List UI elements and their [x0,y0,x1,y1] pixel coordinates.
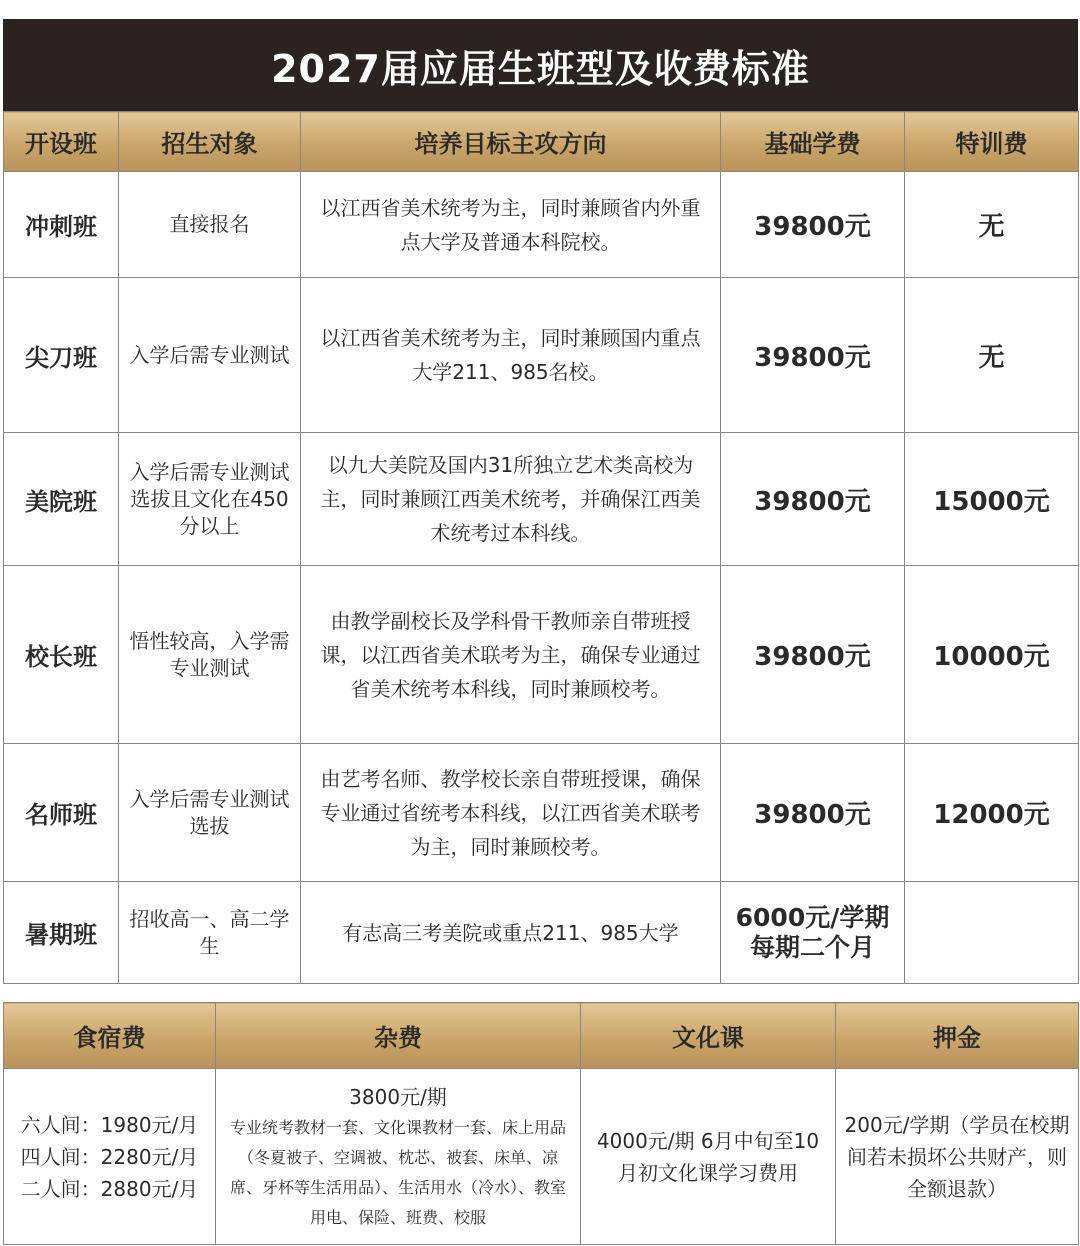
special-fee: 无 [905,278,1079,433]
class-goal: 由艺考名师、教学校长亲自带班授课，确保专业通过省统考本科线，以江西省美术联考为主，同时兼顾校考。 [301,744,721,882]
base-fee: 39800元 [721,433,905,566]
table-row [4,882,1079,984]
culture-cell: 4000元/期 6月中旬至10月初文化课学习费用 [581,1069,836,1245]
class-name: 尖刀班 [4,278,119,433]
class-target: 悟性较高，入学需专业测试 [119,566,301,744]
special-fee: 15000元 [905,433,1079,566]
class-target: 招收高一、高二学生 [119,882,301,984]
class-fee-table [3,111,1079,984]
base-fee-line2: 每期二个月 [749,932,875,962]
special-fee [905,882,1079,984]
extra-header-row [4,1003,1079,1069]
class-goal: 以江西省美术统考为主，同时兼顾国内重点大学211、985名校。 [301,278,721,433]
misc-cell [216,1069,581,1245]
class-target: 直接报名 [119,172,301,278]
header-special-fee: 特训费 [905,112,1079,172]
table-row [4,172,1079,278]
header-target: 招生对象 [119,112,301,172]
class-name: 校长班 [4,566,119,744]
class-goal: 以江西省美术统考为主，同时兼顾省内外重点大学及普通本科院校。 [301,172,721,278]
base-fee [721,882,905,984]
deposit-cell: 200元/学期（学员在校期间若未损坏公共财产，则全额退款） [836,1069,1079,1245]
lodging-six: 六人间：1980元/月 [20,1112,199,1137]
class-name: 美院班 [4,433,119,566]
table-header-row [4,112,1079,172]
special-fee: 10000元 [905,566,1079,744]
misc-description: 专业统考教材一套、文化课教材一套、床上用品（冬夏被子、空调被、枕芯、被套、床单、凉席、牙杯等生活用品）、生活用水（冷水）、教室用电、保险、班费、校服 [229,1117,566,1227]
header-lodging: 食宿费 [4,1003,216,1069]
extra-fee-table [3,1002,1079,1245]
class-target: 入学后需专业测试选拔且文化在450分以上 [119,433,301,566]
special-fee: 12000元 [905,744,1079,882]
lodging-two: 二人间：2880元/月 [20,1176,199,1201]
base-fee: 39800元 [721,566,905,744]
base-fee: 39800元 [721,744,905,882]
base-fee-line1: 6000元/学期 [735,902,890,932]
class-name: 暑期班 [4,882,119,984]
table-row [4,744,1079,882]
base-fee: 39800元 [721,172,905,278]
class-name: 冲刺班 [4,172,119,278]
class-target: 入学后需专业测试 [119,278,301,433]
class-goal: 由教学副校长及学科骨干教师亲自带班授课，以江西省美术联考为主，确保专业通过省美术统考本科线，同时兼顾校考。 [301,566,721,744]
header-class: 开设班 [4,112,119,172]
header-deposit: 押金 [836,1003,1079,1069]
lodging-four: 四人间：2280元/月 [20,1144,199,1169]
header-goal: 培养目标主攻方向 [301,112,721,172]
base-fee: 39800元 [721,278,905,433]
extra-row [4,1069,1079,1245]
table-row [4,566,1079,744]
class-goal: 有志高三考美院或重点211、985大学 [301,882,721,984]
lodging-cell [4,1069,216,1245]
special-fee: 无 [905,172,1079,278]
misc-price: 3800元/期 [349,1084,447,1109]
header-culture: 文化课 [581,1003,836,1069]
page-title: 2027届应届生班型及收费标准 [3,19,1078,111]
table-row [4,278,1079,433]
class-target: 入学后需专业测试选拔 [119,744,301,882]
header-base-fee: 基础学费 [721,112,905,172]
header-misc: 杂费 [216,1003,581,1069]
class-goal: 以九大美院及国内31所独立艺术类高校为主，同时兼顾江西美术统考，并确保江西美术统考过本科线。 [301,433,721,566]
class-name: 名师班 [4,744,119,882]
table-row [4,433,1079,566]
